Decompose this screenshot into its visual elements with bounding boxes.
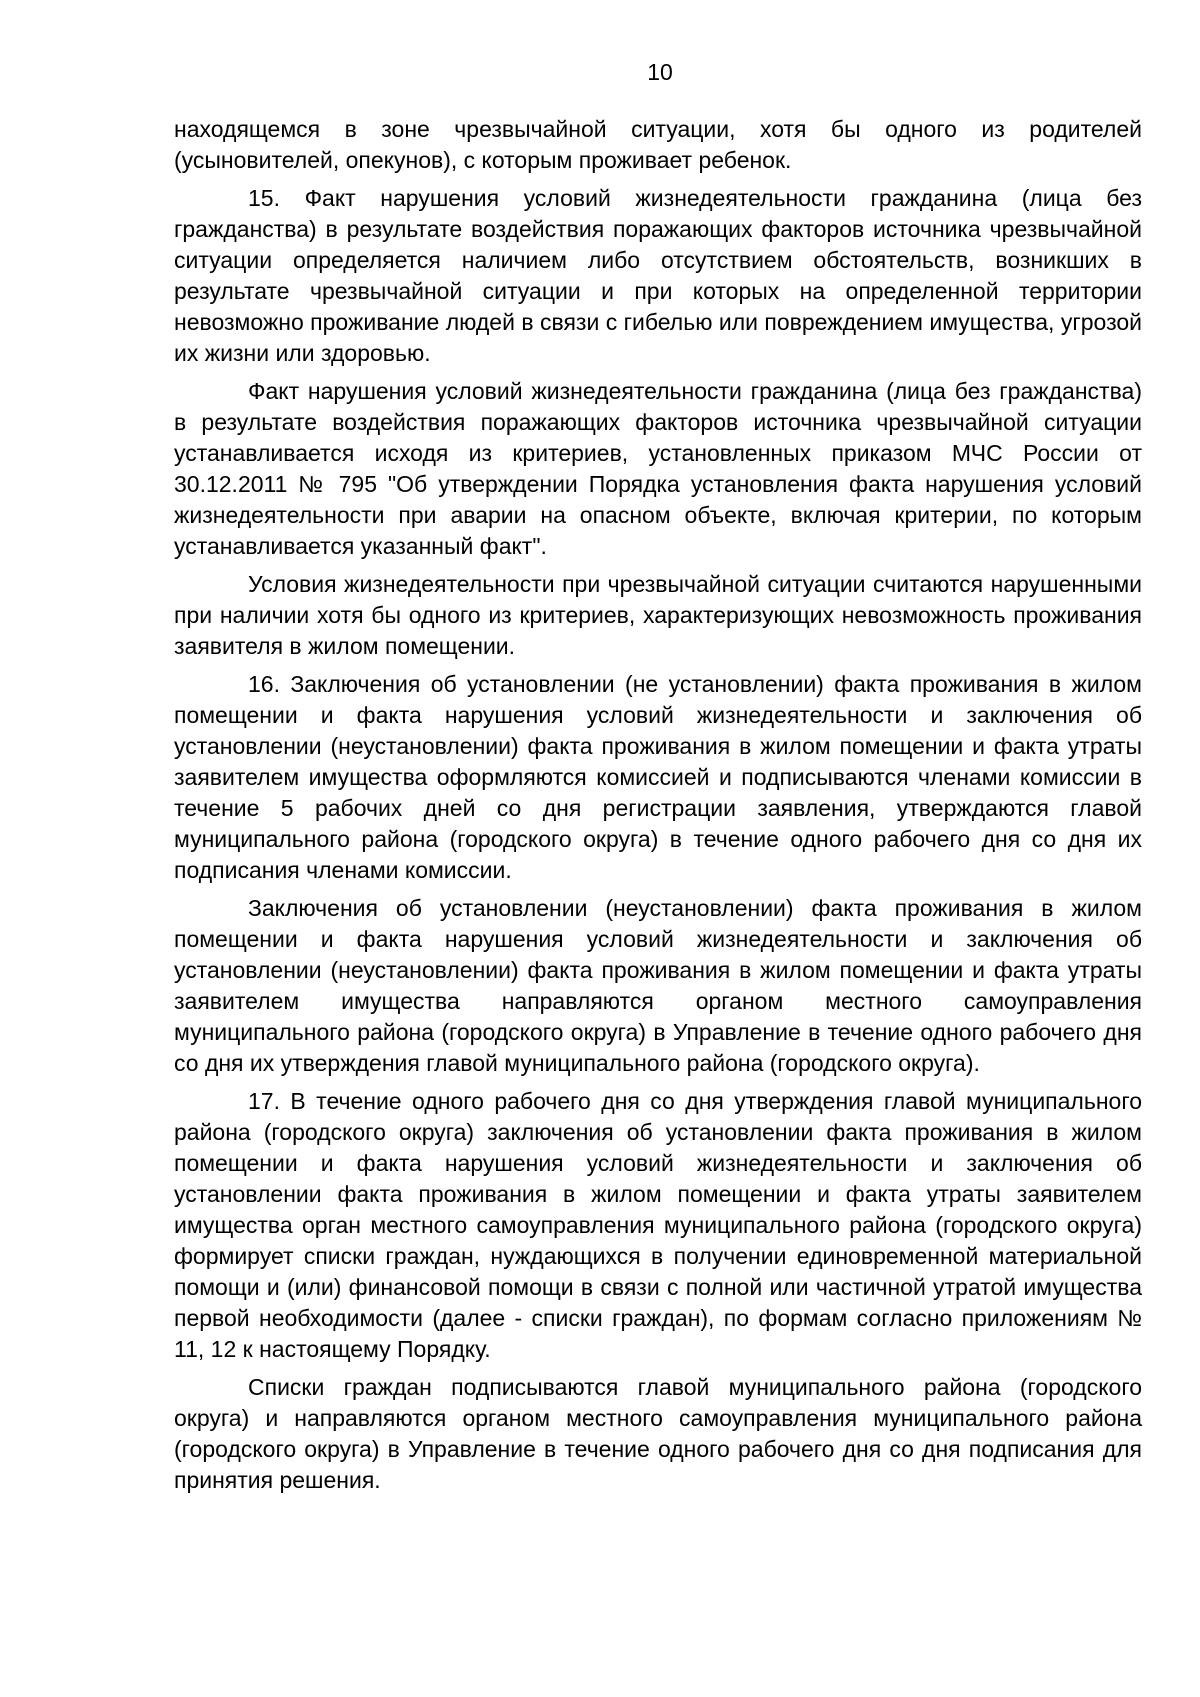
- paragraph-17-lists: Списки граждан подписываются главой муниципального района (городского округа) и направляются органом местного самоуправления муниципального района (городского округа) в Управление в течение одного рабочего дня со дня подписания для принятия решения.: [174, 1374, 1142, 1493]
- paragraph-15-criteria: Факт нарушения условий жизнедеятельности гражданина (лица без гражданства) в результате воздействия поражающих факторов источника чрезвычайной ситуации устанавливается исходя из критериев, установленных приказом МЧС России от 30.12.2011 № 795 "Об утверждении Порядка установления факта нарушения условий жизнедеятельности при аварии на опасном объекте, включая критерии, по которым устанавливается указанный факт".: [174, 378, 1142, 559]
- paragraph-17: 17. В течение одного рабочего дня со дня утверждения главой муниципального района (городского округа) заключения об установлении факта проживания в жилом помещении и факта нарушения условий жизнедеятельности и заключения об установлении факта проживания в жилом помещении и факта утраты заявителем имущества орган местного самоуправления муниципального района (городского округа) формирует списки граждан, нуждающихся в получении единовременной материальной помощи и (или) финансовой помощи в связи с полной или частичной утратой имущества первой необходимости (далее - списки граждан), по формам согласно приложениям № 11, 12 к настоящему Порядку.: [174, 1088, 1142, 1362]
- paragraph-16: 16. Заключения об установлении (не установлении) факта проживания в жилом помещении и факта нарушения условий жизнедеятельности и заключения об установлении (неустановлении) факта проживания в жилом помещении и факта утраты заявителем имущества оформляются комиссией и подписываются членами комиссии в течение 5 рабочих дней со дня регистрации заявления, утверждаются главой муниципального района (городского округа) в течение одного рабочего дня со дня их подписания членами комиссии.: [174, 671, 1142, 883]
- paragraph-15: 15. Факт нарушения условий жизнедеятельности гражданина (лица без гражданства) в результате воздействия поражающих факторов источника чрезвычайной ситуации определяется наличием либо отсутствием обстоятельств, возникших в результате чрезвычайной ситуации и при которых на определенной территории невозможно проживание людей в связи с гибелью или повреждением имущества, угрозой их жизни или здоровью.: [174, 185, 1142, 366]
- paragraph-15-conditions: Условия жизнедеятельности при чрезвычайной ситуации считаются нарушенными при наличии хотя бы одного из критериев, характеризующих невозможность проживания заявителя в жилом помещении.: [174, 571, 1142, 659]
- document-body: [174, 114, 1142, 1503]
- paragraph-continuation: находящемся в зоне чрезвычайной ситуации, хотя бы одного из родителей (усыновителей, опекунов), с которым проживает ребенок.: [174, 116, 1142, 173]
- page-number: 10: [647, 59, 673, 85]
- paragraph-16-submission: Заключения об установлении (неустановлении) факта проживания в жилом помещении и факта нарушения условий жизнедеятельности и заключения об установлении (неустановлении) факта проживания в жилом помещении и факта утраты заявителем имущества направляются органом местного самоуправления муниципального района (городского округа) в Управление в течение одного рабочего дня со дня их утверждения главой муниципального района (городского округа).: [174, 895, 1142, 1076]
